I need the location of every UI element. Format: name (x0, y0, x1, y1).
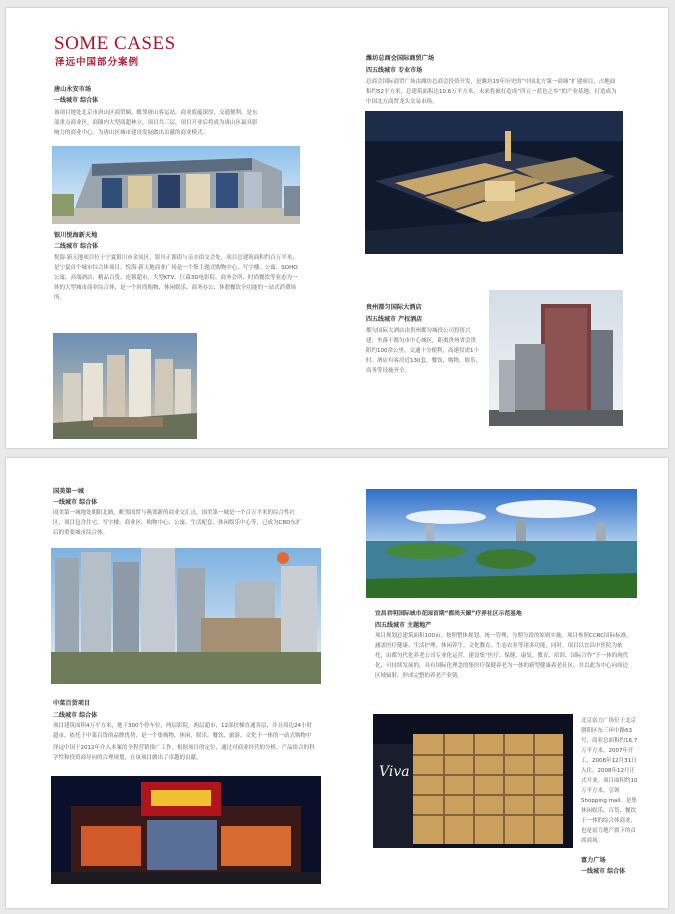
case-description: 都匀国际大酒店由贵州都匀城投公司投资兴建，坐落于都匀市中心城区，距离贵州省会贵阳约100余公里，交通十分便利，高速仅需1小时。酒店有客房近130套，餐饮、购物、娱乐、商务等设施齐全。 (366, 328, 481, 374)
svg-text:Viva: Viva (379, 764, 410, 780)
case-title: 宜昌君明国际城市花园首期“都尚天颐”疗养社区示范基地 (375, 611, 522, 617)
case-photo-viva-mall (373, 714, 573, 848)
case-photo-night-store (51, 776, 321, 884)
case-description: 该项目地处北京市唐山区商贸圈，毗邻唐山客运站，商业底蕴深厚，交通便利，是东部重点商业区。商圈内大型商超林立，项目共三层，项目开业后将成为唐山区最具影响力的商业中心。为唐山区城市建设发展做出贡献的商业模式。 (54, 110, 258, 136)
brand-title-cn: 泽远中国部分案例 (55, 57, 140, 68)
case-description: 总商会国际商贸广场由潍坊总商会投资开发，是潍坊15年历史的“中国北方第一商城”扩建项目，占地面积约52平方米，总建筑面积达10.6万平方米，未来将被打造成“四五一蓝色之乡”的产业基地，打造成为中国北方商贸龙头交易市场。 (366, 79, 617, 105)
case-tag: 一线城市 综合体 (581, 868, 626, 875)
case-title: 富力广场 (581, 857, 606, 864)
case-tag: 二线城市 综合体 (54, 243, 99, 250)
case-description: 项目规划总建筑面积100亩，按照整体规划、统一管理、分期分段的原则实施。项目参照CCRC国际标准，涵盖医疗健康、生活护理、休闲养生、文化教育、生态农业等诸多功能，同时，项目以宜昌中医院为依托，由都匀代化养老公司专业化运营，建设集“医疗、保健、康复、教育、培训、国际合作”于一体的现代化、可持续发展的，具有国际化理念的集医疗保健养老为一体的新型健康养老社区，并以此为中心向周边区域辐射，形成完整的养老产业链。 (375, 633, 632, 679)
case-tag: 四五线城市 主题地产 (375, 622, 432, 629)
brochure-page-1 (6, 8, 668, 448)
brochure-page-2 (6, 458, 668, 908)
case-description: 悦海·新天地项目位于宁夏银川市金凤区，银川正源街与亲水街交会处，项目总建筑面积约百万平米，是宁夏首个城市综合体项目。悦海·新天地商业广场是一个集主题式购物中心、写字楼、公寓、SOHO公寓、高端酒店、精品百货、连锁超市、大型KTV、巨幕3D电影院、商务会所、时尚餐饮等业态为一体的大型城市商业综合体，是一个时尚购物、休闲娱乐、商务办公、休憩餐饮全功能的一站式消费场所。 (54, 255, 298, 301)
case-description: 北京富力广场位于北京朝阳区东三环中路63号，商业总面积约16.7万平方米，2007年开工，2008年12月31日入住。2008年12月正式开业。项目面积约10万平方米，引领Shopping mall。是集休闲娱乐、百货、餐饮于一体的综合体商业、也是富力地产旗下的首席商场。 (581, 718, 638, 844)
case-photo-mall (52, 146, 300, 224)
case-title: 国美第一城 (53, 488, 84, 495)
case-title: 中菜百货项目 (53, 700, 91, 707)
case-tag: 一线城市 综合体 (53, 499, 98, 506)
case-photo-market-aerial (365, 111, 623, 254)
brand-title-en: SOME CASES (54, 33, 176, 54)
case-title: 唐山永安市场 (54, 86, 92, 93)
case-title: 贵州都匀国际大酒店 (366, 304, 422, 311)
case-title: 银川悦海新天地 (54, 232, 98, 239)
case-description: 国美第一城地处朝阳北路，毗邻国贸与燕郊新的商业交汇点，国美第一城是一个百万平米的综合性社区，项目包含住宅、写字楼、商业区、购物中心、公寓、生活配套、休闲娱乐中心等，已成为CBD东扩后的重要城市综合体。 (53, 510, 302, 536)
case-tag: 一线城市 综合体 (54, 97, 99, 104)
case-photo-towers (53, 333, 197, 439)
case-tag: 四五线城市 专业市场 (366, 67, 423, 74)
case-tag: 二线城市 综合体 (53, 712, 98, 719)
case-photo-city-blocks (51, 548, 321, 684)
case-photo-hotel (489, 290, 623, 426)
case-title: 潍坊总商会国际商贸广场 (366, 55, 435, 62)
case-photo-lake-park (366, 489, 637, 598)
case-description: 项目建筑面积4万平方米，地下300个停车位，两层影院，两层超市，12部扶梯直通各层，并且周边24小时超市，依托于中菜百货的品牌优势，是一个集购物、休闲、娱乐、餐饮、旅游、文化于一体的一站式购物中 (53, 723, 312, 739)
case-description-2: 泽远中国于2012年介入本案的全程营销推广工作，根据项目的定位，通过对商业经营的分析，产品组合的科学性和投资商导向的合理规划，在该项目做出了卓越的贡献。 (53, 745, 315, 761)
case-tag: 四五线城市 产权酒店 (366, 316, 423, 323)
